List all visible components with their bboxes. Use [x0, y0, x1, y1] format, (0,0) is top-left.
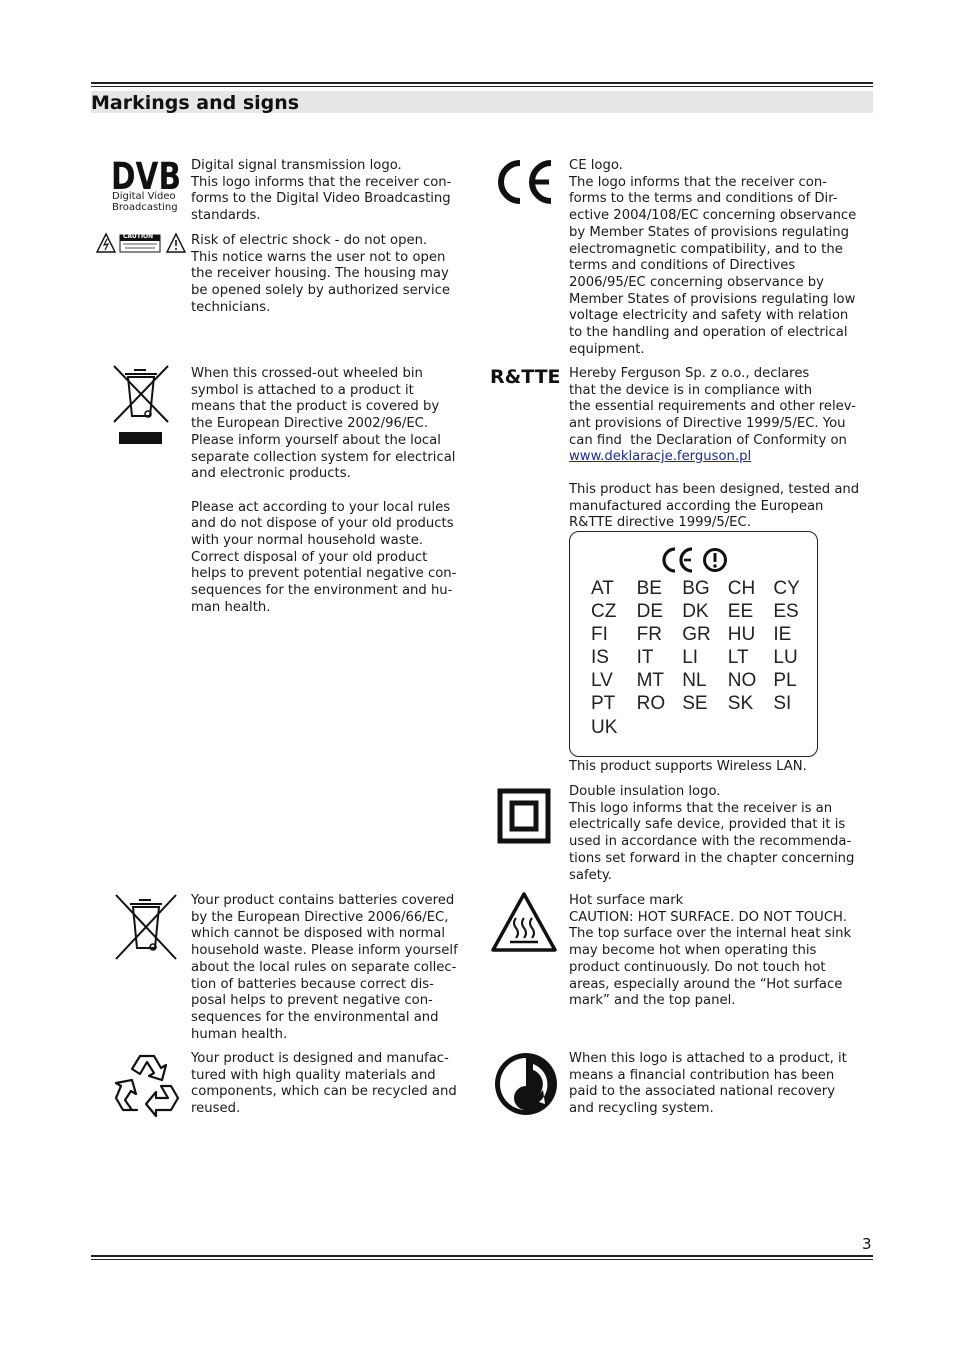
country-code: AT [591, 578, 614, 599]
caution-description: Risk of electric shock - do not open. This notice warns the user not to open the receiver housing. The housing may be opened solely by authorized service technicians. [191, 233, 450, 315]
top-rule-thick [91, 82, 873, 84]
country-code: SI [773, 693, 792, 715]
green-dot-description: When this logo is attached to a product, it means a financial contribution has been paid to the associated national recovery and recycling system. [569, 1051, 847, 1117]
country-code: IE [773, 624, 792, 646]
rtte-declaration-link[interactable] [569, 449, 751, 466]
section-title-bar [91, 91, 873, 113]
wlan-note: This product supports Wireless LAN. [569, 759, 807, 774]
country-code: IT [636, 647, 654, 669]
country-code: FI [591, 624, 608, 646]
rtte-label: R&TTE [490, 366, 561, 388]
weee-description: When this crossed-out wheeled bin symbol is attached to a product it means that the product is covered by the European Directive 2002/96/EC. Please inform yourself about the local separate collection system for electrical and electronic products. Please act according to your local rules and do not dispose of your old products with your normal household waste. Correct disposal of your old product helps to prevent potential negative con- sequences for the environment and hu- man health. [191, 366, 457, 615]
country-code: RO [636, 693, 666, 715]
double-insulation-description: Double insulation logo. This logo informs that the receiver is an electrically safe device, provided that it is used in accordance with the recommenda- tions set forward in the chapter concerning safety. [569, 784, 855, 883]
dvb-description: Digital signal transmission logo. This logo informs that the receiver con- forms to the Digital Video Broadcasting standards. [191, 158, 452, 224]
declaration-link[interactable]: www.deklaracje.ferguson.pl [569, 449, 752, 464]
page-number: 3 [862, 1235, 872, 1253]
country-code: DE [636, 601, 663, 623]
country-code: LT [727, 647, 749, 669]
caution-badge-label: CAUTION [123, 233, 154, 240]
green-dot-icon [493, 1050, 559, 1118]
hot-surface-icon [490, 890, 558, 954]
crossed-out-bin-icon [111, 364, 171, 446]
battery-description: Your product contains batteries covered by the European Directive 2006/66/EC, which cannot be disposed with normal household waste. Please inform yourself about the local rules on separate collec- tion of batteries because correct dis- posal helps to prevent negative con- sequences for the environmental and human health. [191, 893, 458, 1042]
ce-description: CE logo. The logo informs that the receiver con- forms to the terms and conditions of Dir- ective 2004/108/EC concerning observance by Member States of provisions regulating electromagnetic compatibility, and to the terms and conditions of Directives 2006/95/EC concerning observance by Member States of provisions regulating low voltage electricity and safety with relation to the handling and operation of electrical equipment. [569, 158, 857, 357]
country-code: LI [682, 647, 699, 669]
rtte-directive-text: This product has been designed, tested and manufactured according the European R&TTE directive 1999/5/EC. [569, 482, 860, 531]
country-grid [588, 578, 808, 740]
country-code: PT [591, 693, 616, 715]
country-code: EE [727, 601, 754, 623]
recycle-description: Your product is designed and manufac- tured with high quality materials and components, which can be recycled and reused. [191, 1051, 457, 1117]
country-code: LV [591, 670, 613, 692]
country-code: LU [773, 647, 798, 669]
bottom-rule-thick [91, 1255, 873, 1257]
page-title: Markings and signs [91, 92, 300, 114]
country-code: PL [773, 670, 797, 692]
recycle-icon [113, 1050, 181, 1118]
country-code: IS [591, 647, 609, 669]
country-code: BE [636, 578, 662, 599]
country-code: NO [727, 670, 757, 692]
country-code: MT [636, 670, 665, 692]
country-code: ES [773, 601, 799, 623]
double-insulation-icon [497, 788, 551, 844]
country-code: SK [727, 693, 754, 715]
crossed-out-battery-bin-icon [113, 892, 179, 962]
country-code: GR [682, 624, 711, 646]
ce-mark-icon [493, 159, 555, 205]
top-rule-thin [91, 86, 873, 87]
country-code: CH [727, 578, 756, 599]
svg-text:DVB: DVB [111, 156, 181, 198]
country-code: HU [727, 624, 756, 646]
country-code: SE [682, 693, 708, 715]
country-code: NL [682, 670, 707, 692]
country-code: CZ [591, 601, 617, 623]
country-code: UK [591, 716, 618, 738]
bottom-rule-thin [91, 1259, 873, 1260]
ce-alert-mark-icon [661, 546, 731, 574]
country-code: CY [773, 578, 800, 599]
country-code: FR [636, 624, 662, 646]
country-code: DK [682, 601, 709, 623]
country-code: BG [682, 578, 710, 599]
hot-surface-description: Hot surface mark CAUTION: HOT SURFACE. DO NOT TOUCH. The top surface over the internal heat sink may become hot when operating this product continuously. Do not touch hot areas, especially around the “Hot surface mark” and the top panel. [569, 893, 852, 1009]
dvb-logo-line2: Broadcasting [112, 202, 178, 213]
rtte-description: Hereby Ferguson Sp. z o.o., declares that the device is in compliance with the essential requirements and other relev- ant provisions of Directive 1999/5/EC. You can find the Declaration of Conformity on [569, 366, 856, 448]
dvb-logo-line1: Digital Video [112, 191, 176, 202]
